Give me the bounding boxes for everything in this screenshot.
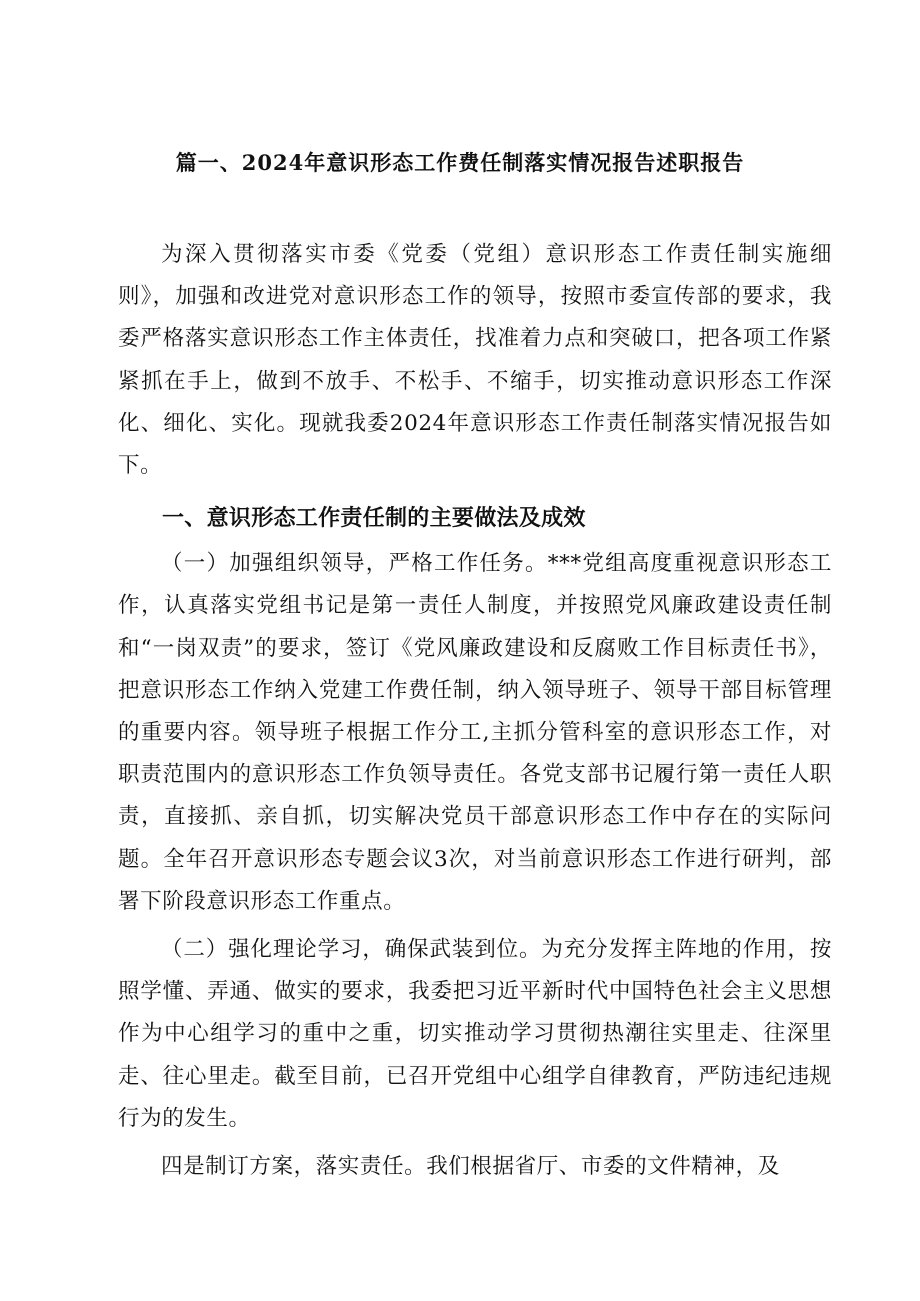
paragraph-organization-leadership: （一）加强组织领导，严格工作任务。***党组高度重视意识形态工作，认真落实党组书记是第一责任人制度，并按照党风廉政建设责任制和“一岗双责”的要求，签订《党风廉政建设和反腐败工作目标责任书》，把意识形态工作纳入党建工作费任制，纳入领导班子、领导干部目标管理的重要内容。领导班子根据工作分工,主抓分管科室的意识形态工作，对职责范围内的意识形态工作负领导责任。各党支部书记履行第一责任人职责，直接抓、亲自抓，切实解决党员干部意识形态工作中存在的实际问题。全年召开意识形态专题会议3次，对当前意识形态工作进行研判，部署下阶段意识形态工作重点。 <box>118 551 832 914</box>
section-heading: 一、意识形态工作责任制的主要做法及成效 <box>162 506 586 532</box>
document-body <box>118 234 832 1188</box>
paragraph-plan-responsibility: 四是制订方案，落实责任。我们根据省厅、市委的文件精神，及 <box>161 1154 780 1180</box>
intro-paragraph: 为深入贯彻落实市委《党委（党组）意识形态工作责任制实施细则》，加强和改进党对意识形态工作的领导，按照市委宣传部的要求，我委严格落实意识形态工作主体责任，找准着力点和突破口，把各项工作紧紧抓在手上，做到不放手、不松手、不缩手，切实推动意识形态工作深化、细化、实化。现就我委2024年意识形态工作责任制落实情况报告如下。 <box>118 242 832 479</box>
document-title: 篇一、2024年意识形态工作费任制落实情况报告述职报告 <box>175 150 745 175</box>
paragraph-theory-study: （二）强化理论学习，确保武装到位。为充分发挥主阵地的作用，按照学懂、弄通、做实的要求，我委把习近平新时代中国特色社会主义思想作为中心组学习的重中之重，切实推动学习贯彻热潮往实里走、往深里走、往心里走。截至目前，已召开党组中心组学自律教育，严防违纪违规行为的发生。 <box>118 937 832 1131</box>
